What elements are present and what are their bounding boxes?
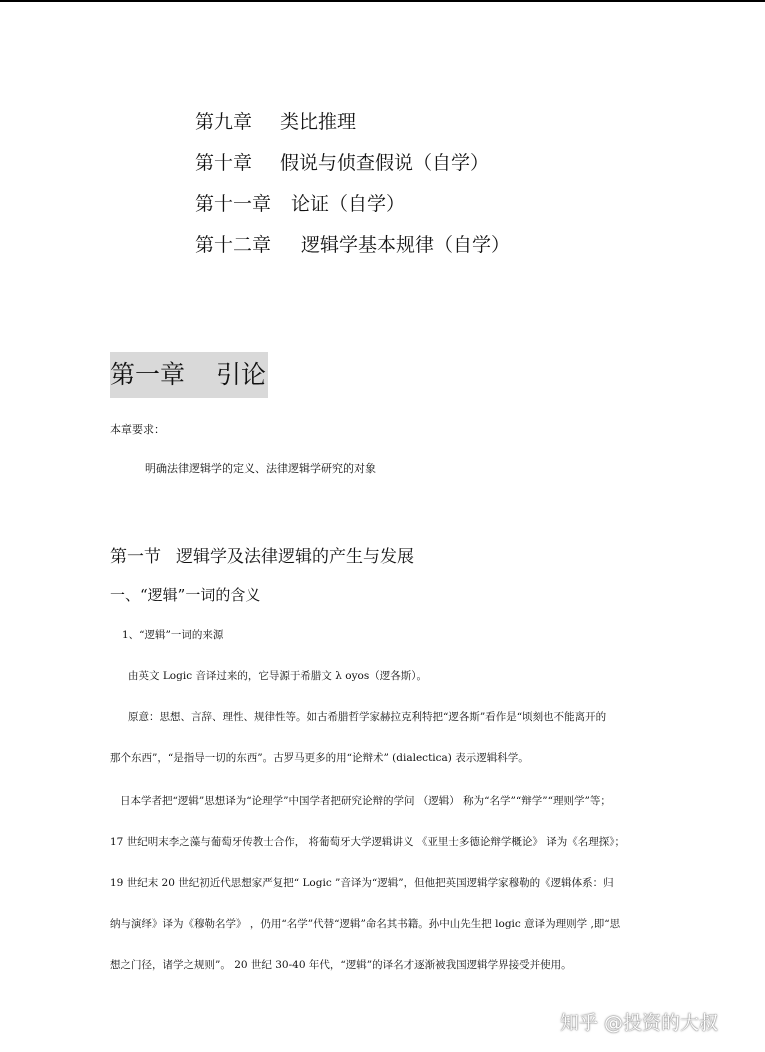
body-line: 19 世纪末 20 世纪初近代思想家严复把“ Logic ”音译为“逻辑”，但他把英国逻辑学家穆勒的《逻辑体系：归: [110, 877, 614, 889]
toc-chapter-number: 第十一章: [195, 193, 272, 215]
body-line: 纳与演绎》译为《穆勒名学》 ，仍用“名学”代替“逻辑”命名其书籍。孙中山先生把 logic 意译为理则学 ,即“思: [110, 918, 621, 930]
toc-chapter-title: 论证（自学）: [291, 193, 406, 215]
requirements-text: 明确法律逻辑学的定义、法律逻辑学研究的对象: [145, 462, 376, 475]
chapter-title: 引论: [216, 360, 267, 389]
section-number: 第一节: [110, 547, 161, 567]
section-heading: [110, 542, 414, 567]
body-line: 原意：思想、言辞、理性、规律性等。如古希腊哲学家赫拉克利特把“逻各斯”看作是“顷刻也不能离开的: [128, 711, 607, 723]
toc-item: [195, 230, 510, 257]
watermark: 知乎 @投资的大叔: [560, 1012, 719, 1034]
top-border-line: [0, 0, 765, 2]
body-line: 那个东西”，“是指导一切的东西”。古罗马更多的用“论辩术” (dialectica) 表示逻辑科学。: [110, 752, 529, 764]
body-line: 17 世纪明末李之藻与葡萄牙传教士合作， 将葡萄牙大学逻辑讲义 《亚里士多德论辩学概论》 译为《名理探》；: [110, 836, 625, 848]
toc-chapter-number: 第十二章: [195, 234, 272, 256]
section-title: 逻辑学及法律逻辑的产生与发展: [176, 547, 414, 567]
chapter-number: 第一章: [110, 360, 186, 389]
body-line: 由英文 Logic 音译过来的，它导源于希腊文 λ oyos（逻各斯）。: [128, 670, 427, 682]
subsection-heading: 一、“逻辑”一词的含义: [110, 586, 261, 604]
toc-chapter-title: 逻辑学基本规律（自学）: [301, 234, 511, 256]
toc-item: [195, 148, 489, 175]
item-heading: 1、“逻辑”一词的来源: [122, 629, 224, 641]
toc-item: [195, 189, 405, 216]
body-line: 日本学者把“逻辑”思想译为“论理学”中国学者把研究论辩的学问 （逻辑） 称为“名学”“辩学”“理则学”等；: [120, 795, 611, 807]
body-line: 想之门径，诸学之规则”。 20 世纪 30-40 年代，“逻辑”的译名才逐渐被我国逻辑学界接受并使用。: [110, 959, 572, 971]
toc-chapter-number: 第十章: [195, 152, 253, 174]
toc-item: [195, 107, 356, 134]
toc-chapter-title: 假说与侦查假说（自学）: [280, 152, 490, 174]
chapter-heading: [110, 352, 268, 398]
requirements-label: 本章要求：: [110, 423, 165, 436]
toc-chapter-number: 第九章: [195, 111, 253, 133]
toc-chapter-title: 类比推理: [280, 111, 357, 133]
